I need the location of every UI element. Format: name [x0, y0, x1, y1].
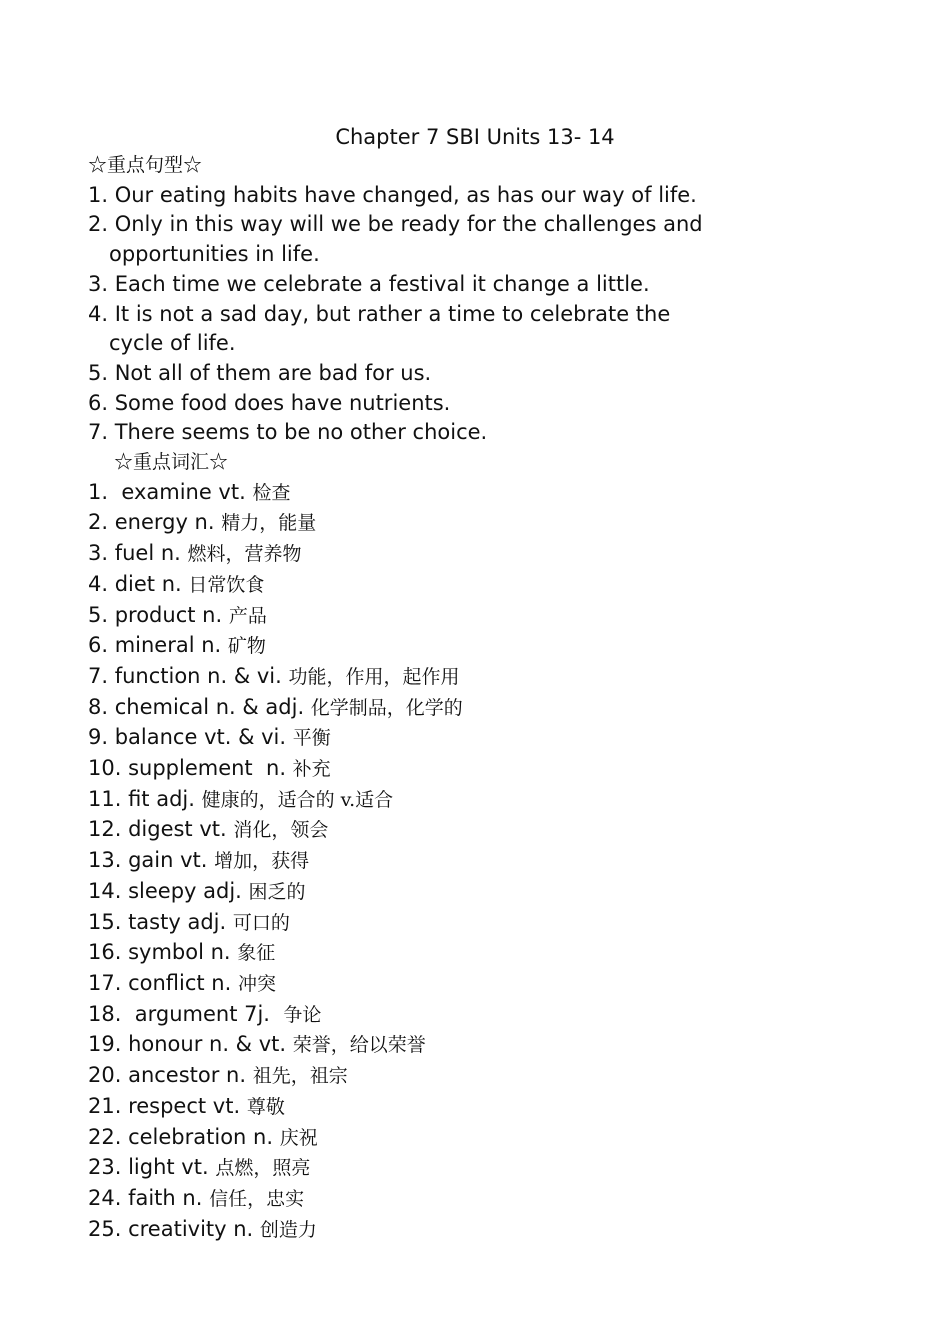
vocab-item	[88, 508, 868, 539]
vocab-heading: ☆重点词汇☆	[114, 451, 229, 474]
vocab-item	[88, 1153, 868, 1184]
vocab-term: 16. symbol n.	[88, 940, 238, 965]
vocab-term: 2. energy n.	[88, 510, 222, 535]
vocab-item	[88, 1215, 868, 1246]
vocab-item	[88, 969, 868, 1000]
vocab-term: 10. supplement n.	[88, 756, 293, 781]
vocab-meaning: 检查	[252, 481, 291, 504]
vocab-item	[88, 539, 868, 570]
vocab-item	[88, 631, 868, 662]
vocab-term: 15. tasty adj.	[88, 909, 233, 934]
vocab-term: 14. sleepy adj.	[88, 878, 249, 903]
vocab-meaning: 祖先，祖宗	[252, 1065, 348, 1088]
vocab-item	[88, 877, 868, 908]
vocab-item	[88, 754, 868, 785]
vocab-meaning: 燃料，营养物	[187, 543, 302, 566]
vocab-meaning: 平衡	[292, 727, 331, 750]
vocab-meaning: 功能，作用，起作用	[288, 665, 460, 688]
vocab-meaning: 产品	[228, 604, 267, 627]
vocab-meaning: 冲突	[237, 972, 276, 995]
page-title: Chapter 7 SBI Units 13- 14	[335, 125, 615, 149]
vocab-item	[88, 938, 868, 969]
vocab-term: 12. digest vt.	[88, 817, 234, 842]
vocab-term: 9. balance vt. & vi.	[88, 725, 293, 750]
vocab-meaning: 健康的，适合的 v.适合	[201, 788, 394, 811]
vocab-meaning: 可口的	[232, 911, 290, 934]
vocab-term: 8. chemical n. & adj.	[88, 694, 311, 719]
vocab-meaning: 日常饮食	[188, 573, 265, 596]
vocab-term: 4. diet n.	[88, 571, 189, 596]
vocab-term: 24. faith n.	[88, 1185, 210, 1210]
vocab-term: 20. ancestor n.	[88, 1063, 253, 1088]
sentence-item: 2. Only in this way will we be ready for the challenges and	[88, 212, 703, 237]
vocab-item	[88, 1184, 868, 1215]
sentence-item: 5. Not all of them are bad for us.	[88, 360, 432, 385]
vocab-item	[88, 846, 868, 877]
vocab-item	[88, 570, 868, 601]
vocab-meaning: 庆祝	[279, 1126, 318, 1149]
vocab-item	[88, 1123, 868, 1154]
vocab-item	[88, 601, 868, 632]
vocab-term: 22. celebration n.	[88, 1124, 280, 1149]
vocab-meaning: 信任，忠实	[209, 1187, 305, 1210]
vocab-item	[88, 693, 868, 724]
vocab-meaning: 补充	[292, 758, 331, 781]
sentence-continuation: cycle of life.	[109, 331, 236, 356]
sentence-item: 3. Each time we celebrate a festival it change a little.	[88, 271, 650, 296]
vocab-term: 5. product n.	[88, 602, 229, 627]
vocab-meaning: 点燃，照亮	[215, 1157, 311, 1180]
vocab-meaning: 增加，获得	[214, 850, 310, 873]
vocab-term: 23. light vt.	[88, 1155, 216, 1180]
vocab-meaning: 象征	[237, 942, 276, 965]
vocab-list	[88, 478, 868, 1246]
vocab-term: 13. gain vt.	[88, 848, 215, 873]
vocab-item	[88, 815, 868, 846]
vocab-term: 3. fuel n.	[88, 541, 188, 566]
vocab-term: 19. honour n. & vt.	[88, 1032, 293, 1057]
vocab-meaning: 创造力	[259, 1218, 317, 1241]
vocab-meaning: 矿物	[227, 635, 266, 658]
vocab-item	[88, 662, 868, 693]
sentence-continuation: opportunities in life.	[109, 242, 320, 267]
vocab-item	[88, 1092, 868, 1123]
vocab-meaning: 争论	[283, 1003, 322, 1026]
vocab-item	[88, 1000, 868, 1031]
vocab-item	[88, 785, 868, 816]
sentences-heading: ☆重点句型☆	[88, 154, 203, 176]
content-body	[88, 151, 868, 1245]
vocab-item	[88, 908, 868, 939]
vocab-term: 21. respect vt.	[88, 1093, 247, 1118]
vocab-term: 6. mineral n.	[88, 633, 228, 658]
sentence-item: 1. Our eating habits have changed, as has our way of life.	[88, 182, 697, 207]
vocab-meaning: 困乏的	[248, 880, 306, 903]
vocab-term: 17. conflict n.	[88, 970, 238, 995]
vocab-item	[88, 1061, 868, 1092]
vocab-term: 11. fit adj.	[88, 786, 202, 811]
vocab-meaning: 精力，能量	[221, 512, 317, 535]
vocab-meaning: 尊敬	[246, 1095, 285, 1118]
sentence-item: 7. There seems to be no other choice.	[88, 420, 488, 445]
vocab-meaning: 荣誉，给以荣誉	[292, 1034, 426, 1057]
sentence-item: 6. Some food does have nutrients.	[88, 390, 451, 415]
sentence-item: 4. It is not a sad day, but rather a time to celebrate the	[88, 301, 671, 326]
vocab-item	[88, 1030, 868, 1061]
vocab-item	[88, 723, 868, 754]
vocab-term: 1. examine vt.	[88, 479, 253, 504]
vocab-meaning: 消化，领会	[233, 819, 329, 842]
vocab-item	[88, 478, 868, 509]
sentence-list	[88, 181, 868, 448]
vocab-term: 25. creativity n.	[88, 1216, 260, 1241]
vocab-meaning: 化学制品，化学的	[310, 696, 463, 719]
vocab-term: 18. argument 7j.	[88, 1001, 284, 1026]
vocab-term: 7. function n. & vi.	[88, 663, 289, 688]
